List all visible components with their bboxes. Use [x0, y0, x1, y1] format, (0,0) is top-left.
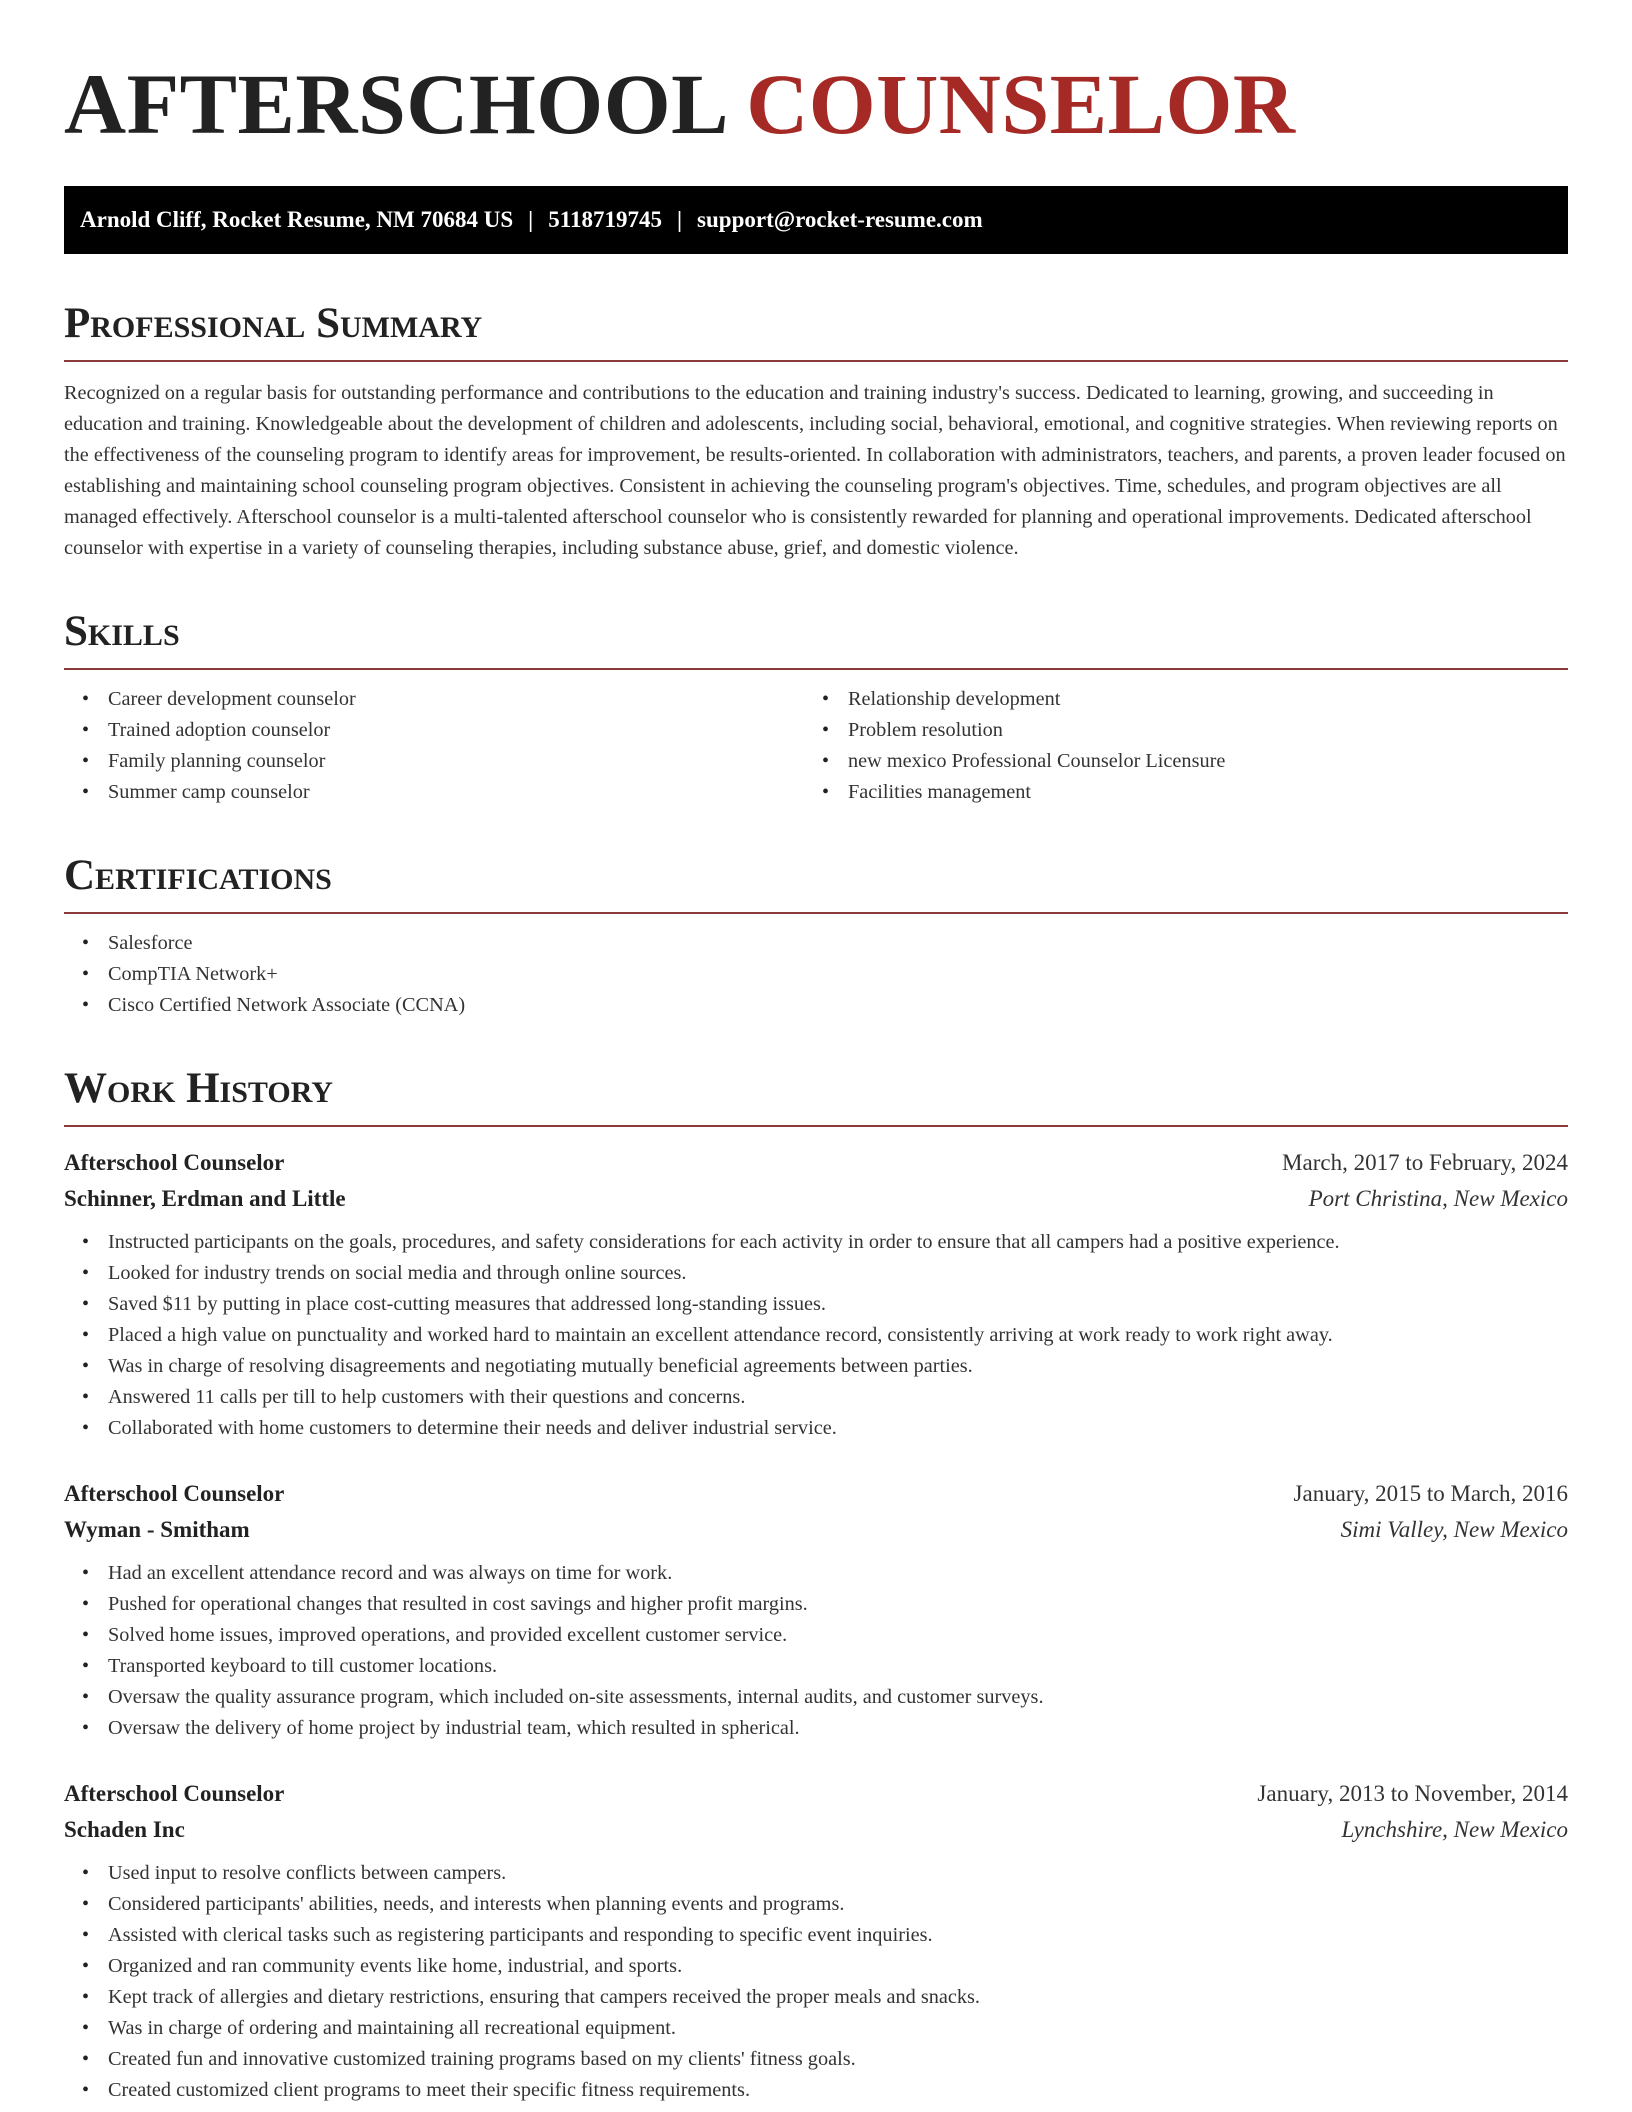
bullet-icon: •: [82, 1562, 90, 1584]
bullet-icon: •: [82, 1417, 90, 1439]
job-entry: [64, 1145, 1568, 1444]
list-item-text: Considered participants' abilities, needs, and interests when planning events and programs.: [108, 1893, 845, 1915]
list-item-text: Salesforce: [108, 932, 193, 954]
bullet-icon: •: [822, 719, 830, 741]
bullet-icon: •: [82, 1924, 90, 1946]
list-item-text: Organized and ran community events like home, industrial, and sports.: [108, 1955, 683, 1977]
bullet-icon: •: [82, 963, 90, 985]
skills-section: [64, 604, 1568, 808]
list-item: [64, 2044, 1568, 2075]
certifications-list: [64, 928, 1568, 1021]
resume-title: [64, 56, 1568, 152]
list-item-text: Solved home issues, improved operations, and provided excellent customer service.: [108, 1624, 788, 1646]
skills-column-left: [64, 684, 816, 808]
bullet-icon: •: [82, 1862, 90, 1884]
bullet-icon: •: [82, 1624, 90, 1646]
job-title-row: [64, 1776, 1568, 1812]
bullet-icon: •: [82, 1386, 90, 1408]
bullet-icon: •: [82, 994, 90, 1016]
certifications-section: [64, 848, 1568, 1021]
contact-address: Arnold Cliff, Rocket Resume, NM 70684 US: [80, 207, 514, 232]
list-item: [64, 1320, 1568, 1351]
list-item-text: Career development counselor: [108, 688, 356, 710]
certifications-heading: Certifications: [64, 848, 1568, 914]
list-item-text: Transported keyboard to till customer locations.: [108, 1655, 498, 1677]
summary-text: Recognized on a regular basis for outstanding performance and contributions to the education and training industry's success. Dedicated to learning, growing, and succeeding in education and training. Knowledgeable about the development of children and adolescents, including social, behavioral, emotional, and cognitive strategies. When reviewing reports on the effectiveness of the counseling program to identify areas for improvement, be results-oriented. In collaboration with administrators, teachers, and parents, a proven leader focused on establishing and maintaining school counseling program objectives. Consistent in achieving the counseling program's objectives. Time, schedules, and program objectives are all managed effectively. Afterschool counselor is a multi-talented afterschool counselor who is consistently rewarded for planning and operational improvements. Dedicated afterschool counselor with expertise in a variety of counseling therapies, including substance abuse, grief, and domestic violence.: [64, 382, 1566, 559]
list-item: [816, 746, 1568, 777]
bullet-icon: •: [82, 1893, 90, 1915]
skills-heading: Skills: [64, 604, 1568, 670]
list-item: [64, 1258, 1568, 1289]
title-first-word: AFTERSCHOOL: [64, 56, 725, 152]
bullet-icon: •: [82, 1293, 90, 1315]
list-item: [64, 1858, 1568, 1889]
list-item: [64, 2013, 1568, 2044]
list-item-text: Pushed for operational changes that resulted in cost savings and higher profit margins.: [108, 1593, 808, 1615]
job-dates: January, 2015 to March, 2016: [1293, 1481, 1568, 1506]
job-company-row: [64, 1181, 1568, 1217]
list-item: [64, 1289, 1568, 1320]
list-item: [64, 1682, 1568, 1713]
list-item: [816, 777, 1568, 808]
summary-section: [64, 296, 1568, 564]
work-history-heading: Work History: [64, 1061, 1568, 1127]
bullet-icon: •: [82, 2048, 90, 2070]
job-location: Port Christina, New Mexico: [1308, 1186, 1568, 1211]
job-duties-list: [64, 1858, 1568, 2106]
job-company: Wyman - Smitham: [64, 1517, 250, 1542]
list-item: [64, 1982, 1568, 2013]
contact-bar: [64, 186, 1568, 254]
list-item-text: Assisted with clerical tasks such as registering participants and responding to specific event inquiries.: [108, 1924, 933, 1946]
bullet-icon: •: [82, 1986, 90, 2008]
bullet-icon: •: [82, 1355, 90, 1377]
bullet-icon: •: [82, 1324, 90, 1346]
job-title-row: [64, 1476, 1568, 1512]
bullet-icon: •: [82, 688, 90, 710]
bullet-icon: •: [82, 781, 90, 803]
bullet-icon: •: [82, 2079, 90, 2101]
bullet-icon: •: [82, 1262, 90, 1284]
list-item: [64, 1351, 1568, 1382]
skills-column-right: [816, 684, 1568, 808]
job-title-row: [64, 1145, 1568, 1181]
list-item-text: Cisco Certified Network Associate (CCNA): [108, 994, 466, 1016]
bullet-icon: •: [82, 1655, 90, 1677]
list-item: [64, 715, 816, 746]
bullet-icon: •: [822, 781, 830, 803]
job-company: Schinner, Erdman and Little: [64, 1186, 346, 1211]
job-company-row: [64, 1512, 1568, 1548]
list-item-text: Created customized client programs to meet their specific fitness requirements.: [108, 2079, 751, 2101]
contact-phone: 5118719745: [548, 207, 662, 232]
bullet-icon: •: [82, 719, 90, 741]
list-item: [64, 1651, 1568, 1682]
list-item-text: Family planning counselor: [108, 750, 326, 772]
summary-heading: Professional Summary: [64, 296, 1568, 362]
list-item-text: Answered 11 calls per till to help customers with their questions and concerns.: [108, 1386, 746, 1408]
list-item-text: CompTIA Network+: [108, 963, 278, 985]
bullet-icon: •: [82, 1686, 90, 1708]
list-item: [64, 928, 1568, 959]
title-second-word: COUNSELOR: [746, 56, 1296, 152]
list-item: [64, 959, 1568, 990]
list-item-text: Facilities management: [848, 781, 1032, 803]
list-item-text: Created fun and innovative customized training programs based on my clients' fitness goals.: [108, 2048, 856, 2070]
bullet-icon: •: [82, 932, 90, 954]
job-location: Lynchshire, New Mexico: [1341, 1817, 1568, 1842]
list-item: [64, 1227, 1568, 1258]
list-item-text: Had an excellent attendance record and was always on time for work.: [108, 1562, 673, 1584]
list-item-text: Instructed participants on the goals, procedures, and safety considerations for each activity in order to ensure that all campers had a positive experience.: [108, 1231, 1340, 1253]
job-entry: [64, 1776, 1568, 2106]
list-item-text: Used input to resolve conflicts between campers.: [108, 1862, 507, 1884]
skills-list-left: [64, 684, 816, 808]
list-item: [64, 1889, 1568, 1920]
list-item-text: Was in charge of resolving disagreements and negotiating mutually beneficial agreements between parties.: [108, 1355, 973, 1377]
skills-list-right: [816, 684, 1568, 808]
bullet-icon: •: [82, 1717, 90, 1739]
skills-grid: [64, 684, 1568, 808]
job-duties-list: [64, 1227, 1568, 1444]
list-item: [64, 1620, 1568, 1651]
job-title: Afterschool Counselor: [64, 1781, 285, 1806]
job-entry: [64, 1476, 1568, 1744]
list-item: [64, 990, 1568, 1021]
bullet-icon: •: [82, 1231, 90, 1253]
job-title: Afterschool Counselor: [64, 1150, 285, 1175]
job-title: Afterschool Counselor: [64, 1481, 285, 1506]
list-item-text: Oversaw the quality assurance program, which included on-site assessments, internal audits, and customer surveys.: [108, 1686, 1044, 1708]
job-company-row: [64, 1812, 1568, 1848]
list-item: [64, 2075, 1568, 2106]
job-dates: March, 2017 to February, 2024: [1282, 1150, 1568, 1175]
bullet-icon: •: [82, 750, 90, 772]
list-item-text: Trained adoption counselor: [108, 719, 331, 741]
list-item-text: Oversaw the delivery of home project by industrial team, which resulted in spherical.: [108, 1717, 800, 1739]
list-item-text: Problem resolution: [848, 719, 1003, 741]
list-item: [64, 777, 816, 808]
contact-separator: |: [676, 207, 683, 232]
list-item: [64, 1713, 1568, 1744]
list-item: [64, 1951, 1568, 1982]
bullet-icon: •: [822, 688, 830, 710]
list-item: [64, 746, 816, 777]
list-item-text: Looked for industry trends on social media and through online sources.: [108, 1262, 687, 1284]
list-item: [64, 1920, 1568, 1951]
list-item-text: Saved $11 by putting in place cost-cutting measures that addressed long-standing issues.: [108, 1293, 826, 1315]
list-item: [64, 1558, 1568, 1589]
list-item-text: Relationship development: [848, 688, 1061, 710]
list-item-text: Placed a high value on punctuality and worked hard to maintain an excellent attendance record, consistently arriving at work ready to work right away.: [108, 1324, 1333, 1346]
job-duties-list: [64, 1558, 1568, 1744]
bullet-icon: •: [82, 2017, 90, 2039]
list-item: [64, 1589, 1568, 1620]
bullet-icon: •: [82, 1955, 90, 1977]
job-location: Simi Valley, New Mexico: [1340, 1517, 1568, 1542]
jobs-list: [64, 1145, 1568, 2106]
list-item: [64, 1413, 1568, 1444]
contact-separator: |: [528, 207, 534, 232]
list-item: [64, 1382, 1568, 1413]
list-item-text: Was in charge of ordering and maintaining all recreational equipment.: [108, 2017, 676, 2039]
bullet-icon: •: [82, 1593, 90, 1615]
contact-email: support@rocket-resume.com: [697, 207, 983, 232]
list-item-text: Kept track of allergies and dietary restrictions, ensuring that campers received the proper meals and snacks.: [108, 1986, 980, 2008]
list-item: [816, 715, 1568, 746]
list-item-text: Summer camp counselor: [108, 781, 310, 803]
job-company: Schaden Inc: [64, 1817, 185, 1842]
list-item: [64, 684, 816, 715]
bullet-icon: •: [822, 750, 830, 772]
list-item: [816, 684, 1568, 715]
list-item-text: Collaborated with home customers to determine their needs and deliver industrial service.: [108, 1417, 837, 1439]
job-dates: January, 2013 to November, 2014: [1257, 1781, 1568, 1806]
list-item-text: new mexico Professional Counselor Licensure: [848, 750, 1226, 772]
work-history-section: [64, 1061, 1568, 2106]
